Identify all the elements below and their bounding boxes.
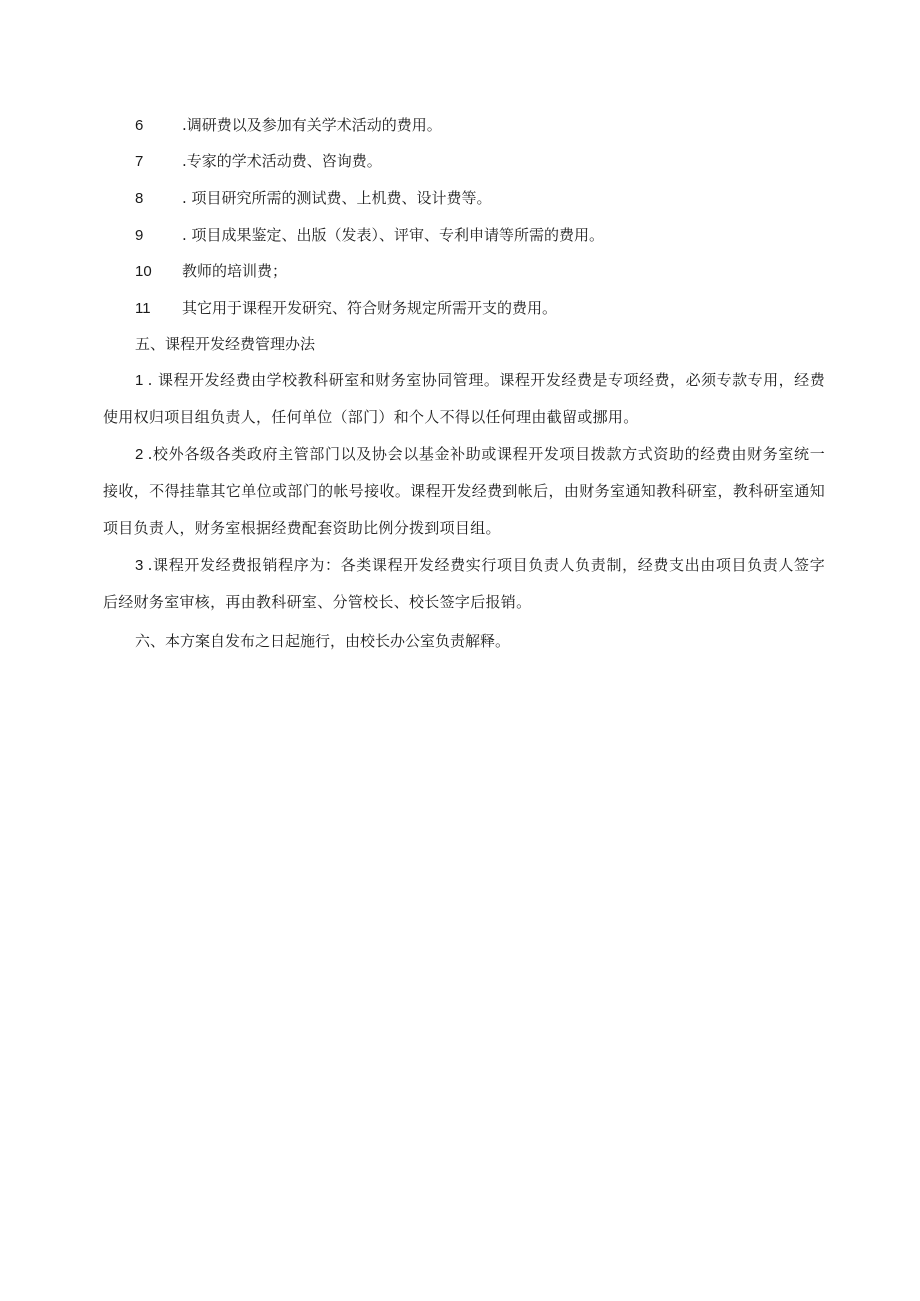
- paragraph-text: . 课程开发经费由学校教科研室和财务室协同管理。课程开发经费是专项经费，必须专款专用，经费使用权归项目组负责人，任何单位（部门）和个人不得以任何理由截留或挪用。: [103, 371, 825, 426]
- expense-item-7: [135, 149, 382, 173]
- item-text: . 项目研究所需的测试费、上机费、设计费等。: [182, 189, 492, 207]
- item-number: 6: [135, 117, 144, 134]
- item-text: .专家的学术活动费、咨询费。: [182, 152, 382, 170]
- item-number: 11: [135, 300, 151, 317]
- paragraph-number: 3: [135, 557, 144, 574]
- paragraph-text: .课程开发经费报销程序为：各类课程开发经费实行项目负责人负责制，经费支出由项目负责人签字后经财务室审核，再由教科研室、分管校长、校长签字后报销。: [103, 556, 825, 611]
- management-paragraph-3: [103, 547, 825, 621]
- section-five-heading: 五、课程开发经费管理办法: [135, 335, 316, 353]
- item-number: 7: [135, 153, 144, 170]
- management-paragraph-2: [103, 436, 825, 547]
- expense-item-8: [135, 186, 492, 210]
- item-text: 其它用于课程开发研究、符合财务规定所需开支的费用。: [182, 299, 558, 317]
- item-number: 10: [135, 263, 152, 280]
- paragraph-text: .校外各级各类政府主管部门以及协会以基金补助或课程开发项目拨款方式资助的经费由财务室统一接收，不得挂靠其它单位或部门的帐号接收。课程开发经费到帐后，由财务室通知教科研室，教科研室通知项目负责人，财务室根据经费配套资助比例分拨到项目组。: [103, 445, 825, 537]
- item-number: 9: [135, 227, 144, 244]
- management-paragraph-1: [103, 362, 825, 436]
- expense-item-9: [135, 223, 604, 247]
- paragraph-number: 1: [135, 372, 144, 389]
- expense-item-10: [135, 259, 287, 283]
- expense-item-6: [135, 113, 442, 137]
- paragraph-number: 2: [135, 446, 144, 463]
- item-text: .调研费以及参加有关学术活动的费用。: [182, 116, 442, 134]
- expense-item-11: [135, 296, 557, 320]
- item-text: . 项目成果鉴定、出版（发表）、评审、专利申请等所需的费用。: [182, 226, 605, 244]
- item-number: 8: [135, 190, 144, 207]
- section-six-statement: 六、本方案自发布之日起施行，由校长办公室负责解释。: [135, 632, 511, 650]
- item-text: 教师的培训费；: [182, 262, 288, 280]
